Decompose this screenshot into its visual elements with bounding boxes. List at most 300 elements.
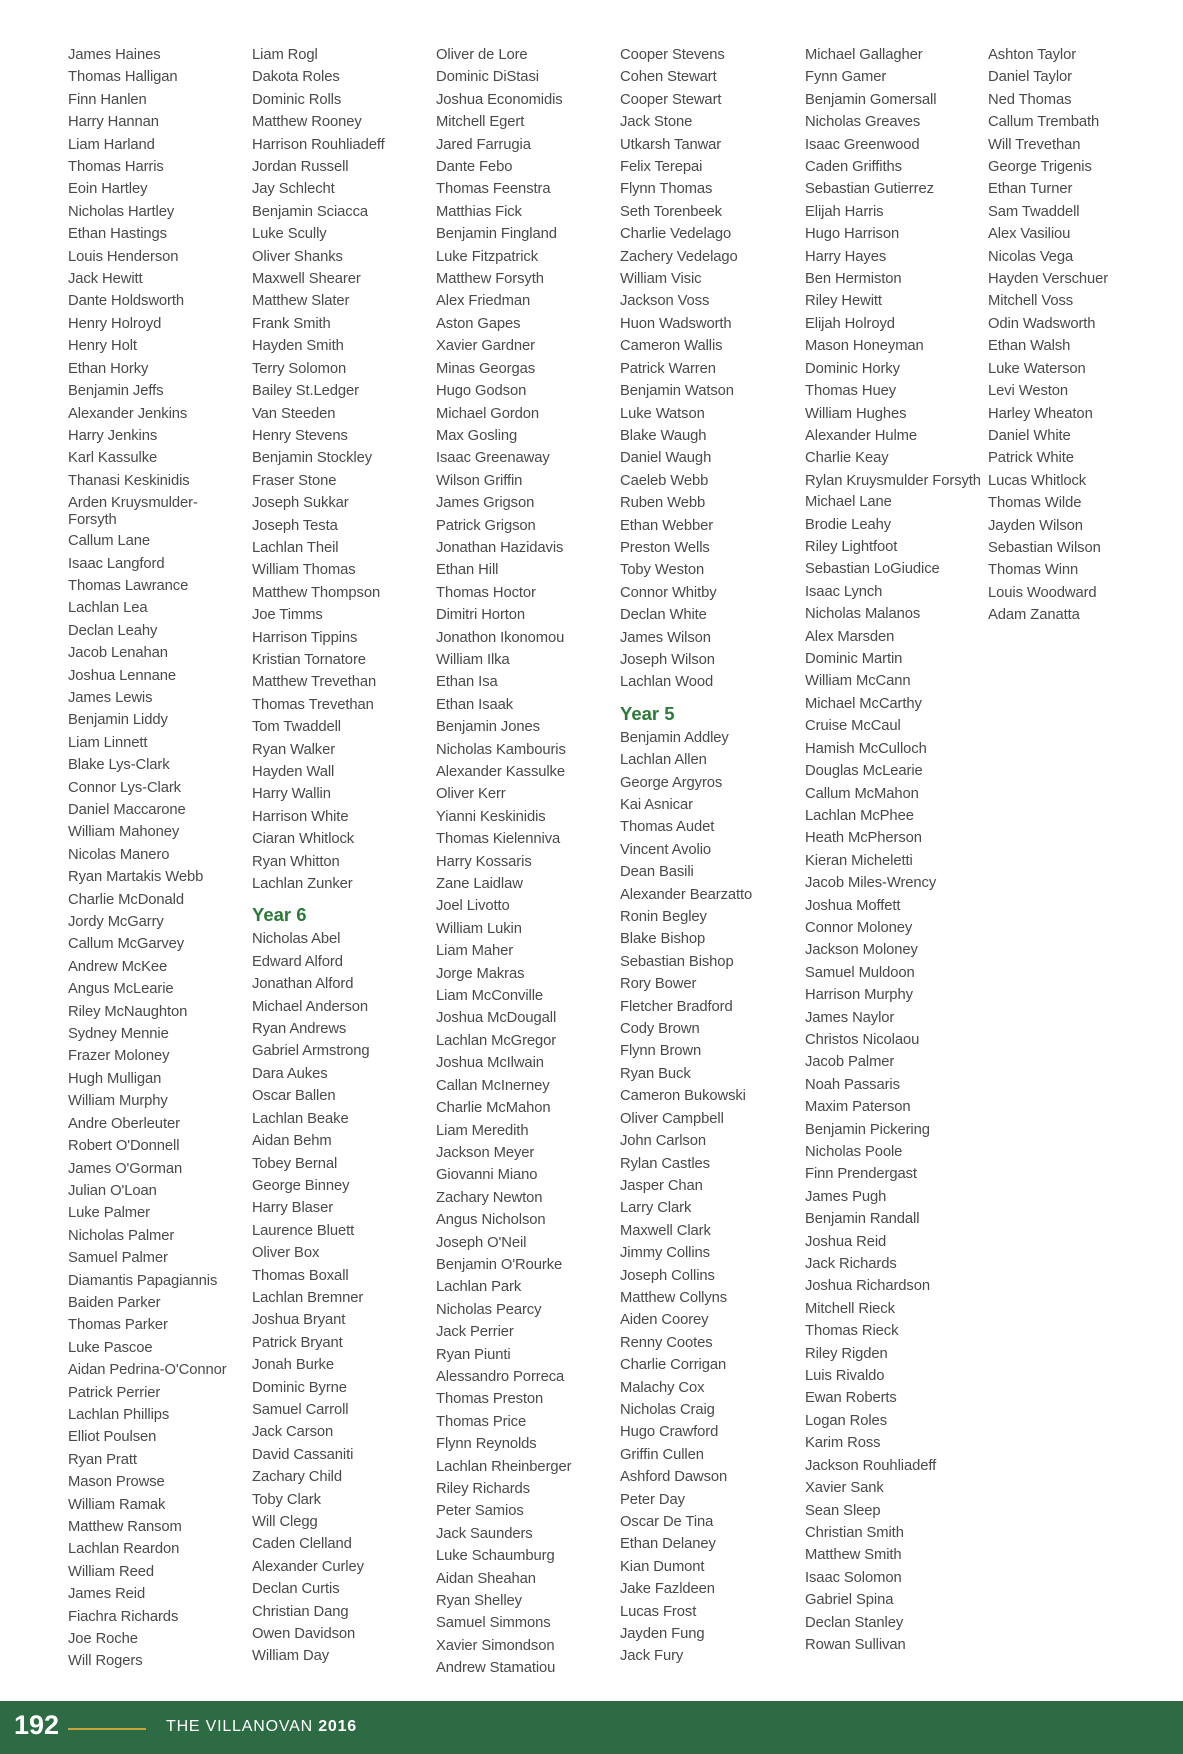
list-item: Maxwell Clark [620, 1222, 711, 1239]
list-item: Jacob Miles-Wrency [805, 875, 937, 892]
list-item: Jackson Moloney [805, 942, 918, 959]
list-item: Harrison White [252, 808, 349, 825]
list-item: Blake Waugh [620, 427, 707, 444]
list-item: Joe Roche [68, 1631, 138, 1648]
list-item: Aston Gapes [436, 315, 521, 332]
list-item: Jared Farrugia [436, 136, 531, 153]
list-item: Alexander Kassulke [436, 764, 565, 780]
list-item: Riley Hewitt [805, 293, 882, 310]
list-item: Nicholas Malanos [805, 606, 921, 623]
list-item: Louis Henderson [68, 248, 179, 265]
list-item: Thanasi Keskinidis [68, 472, 190, 489]
list-item: Christian Dang [252, 1603, 349, 1620]
list-item: Harry Hayes [805, 248, 887, 265]
list-item: Charlie Keay [805, 450, 889, 467]
list-item: William Day [252, 1648, 329, 1665]
list-item: Ethan Hill [436, 562, 499, 579]
list-item: Lachlan Reardon [68, 1541, 180, 1558]
list-item: Larry Clark [620, 1200, 692, 1217]
list-item: Callum McMahon [805, 785, 919, 802]
page-number: 192 [14, 1710, 60, 1740]
list-item: Declan Curtis [252, 1581, 340, 1598]
list-item: Ciaran Whitlock [252, 831, 355, 848]
list-item: Yianni Keskinidis [436, 808, 546, 825]
list-item: Cooper Stewart [620, 91, 722, 108]
list-item: Jayden Wilson [988, 517, 1083, 534]
list-item: Eoin Hartley [68, 181, 148, 198]
name-column-2 [252, 44, 430, 1668]
list-item: Sebastian Bishop [620, 953, 734, 970]
list-item: Benjamin Pickering [805, 1121, 930, 1138]
list-item: Luke Scully [252, 226, 327, 243]
list-item: Connor Whitby [620, 584, 717, 601]
list-item: Dean Basili [620, 864, 694, 881]
list-item: Kian Dumont [620, 1558, 705, 1575]
list-item: Isaac Greenaway [436, 450, 550, 467]
name-list [252, 928, 430, 1667]
list-item: Zachery Vedelago [620, 248, 738, 265]
list-item: James Wilson [620, 629, 711, 646]
list-item: Benjamin Addley [620, 729, 729, 746]
list-item: William Visic [620, 271, 702, 288]
list-item: Liam Rogl [252, 47, 318, 63]
list-item: Michael Gordon [436, 405, 540, 422]
list-item: Jonathan Hazidavis [436, 539, 564, 556]
list-item: Nicholas Poole [805, 1144, 903, 1160]
list-item: Henry Stevens [252, 427, 348, 444]
list-item: Ashton Taylor [988, 47, 1077, 63]
list-item: Dominic Horky [805, 360, 900, 377]
list-item: Caden Clelland [252, 1536, 352, 1553]
list-item: Jayden Fung [620, 1626, 705, 1643]
list-item: Liam Harland [68, 136, 155, 153]
list-item: Joshua Reid [805, 1233, 887, 1250]
list-item: William Reed [68, 1563, 154, 1580]
list-item: Kai Asnicar [620, 797, 693, 813]
publication-name: THE VILLANOVAN [166, 1718, 313, 1735]
list-item: Joseph Collins [620, 1267, 715, 1284]
list-item: Jonathon Ikonomou [436, 629, 565, 646]
list-item: Jack Fury [620, 1648, 684, 1665]
publication-year: 2016 [318, 1718, 357, 1735]
publication-title [166, 1718, 357, 1736]
list-item: Hayden Wall [252, 764, 335, 780]
year-5-heading: Year 5 [620, 702, 675, 724]
list-item: Thomas Boxall [252, 1267, 349, 1284]
list-item: Rowan Sullivan [805, 1636, 906, 1653]
name-list [252, 44, 430, 895]
list-item: Finn Hanlen [68, 91, 147, 108]
list-item: Caeleb Webb [620, 472, 709, 489]
list-item: Utkarsh Tanwar [620, 136, 722, 153]
list-item: Sebastian Gutierrez [805, 181, 934, 198]
list-item: Caden Griffiths [805, 159, 902, 176]
list-item: Lucas Frost [620, 1603, 697, 1620]
list-item: Patrick Bryant [252, 1334, 343, 1351]
list-item: Aidan Sheahan [436, 1570, 536, 1587]
list-item: Hamish McCulloch [805, 740, 927, 757]
list-item: James Reid [68, 1586, 146, 1603]
list-item: Thomas Lawrance [68, 577, 189, 594]
list-item: Odin Wadsworth [988, 315, 1096, 332]
list-item: Samuel Palmer [68, 1250, 168, 1267]
list-item: Jonah Burke [252, 1357, 334, 1374]
list-item: Harry Jenkins [68, 427, 158, 444]
list-item: Nicolas Vega [988, 248, 1074, 265]
list-item: Jackson Meyer [436, 1144, 535, 1161]
list-item: Thomas Rieck [805, 1323, 899, 1340]
list-item: Riley Lightfoot [805, 539, 898, 556]
list-item: Peter Samios [436, 1503, 524, 1520]
list-item: Jackson Rouhliadeff [805, 1457, 937, 1474]
list-item: Ryan Walker [252, 741, 336, 758]
list-item: Zane Laidlaw [436, 876, 523, 893]
list-item: Declan White [620, 607, 707, 624]
list-item: Charlie McMahon [436, 1100, 551, 1117]
list-item: Cameron Wallis [620, 338, 723, 355]
list-item: Tobey Bernal [252, 1155, 338, 1172]
list-item: Renny Cootes [620, 1334, 713, 1351]
list-item: Gabriel Armstrong [252, 1043, 370, 1060]
list-item: Jake Fazldeen [620, 1581, 715, 1598]
list-item: Dante Holdsworth [68, 293, 185, 310]
list-item: William Ilka [436, 651, 510, 668]
list-item: Huon Wadsworth [620, 315, 732, 332]
list-item: Daniel Maccarone [68, 802, 186, 818]
list-item: Jonathan Alford [252, 976, 354, 993]
list-item: Benjamin Stockley [252, 450, 373, 467]
list-item: Isaac Lynch [805, 583, 883, 600]
list-item: Samuel Simmons [436, 1615, 551, 1632]
list-item: Liam Meredith [436, 1122, 529, 1139]
list-item: Sydney Mennie [68, 1026, 169, 1043]
list-item: Oliver Box [252, 1245, 320, 1262]
list-item: Matthew Thompson [252, 584, 381, 601]
list-item: William Lukin [436, 920, 522, 937]
list-item: Michael McCarthy [805, 695, 922, 712]
list-item: Michael Gallagher [805, 47, 923, 63]
list-item: Terry Solomon [252, 360, 347, 377]
list-item: Elliot Poulsen [68, 1429, 157, 1446]
list-item: Toby Weston [620, 562, 705, 579]
list-item: James O'Gorman [68, 1160, 183, 1177]
list-item: Callum Trembath [988, 114, 1100, 131]
list-item: Dara Aukes [252, 1065, 328, 1082]
list-item: Joshua Richardson [805, 1278, 930, 1295]
list-item: Sebastian LoGiudice [805, 561, 940, 578]
list-item: Harley Wheaton [988, 405, 1093, 422]
list-item: Flynn Brown [620, 1043, 702, 1060]
list-item: Lachlan Rheinberger [436, 1458, 572, 1475]
list-item: Michael Anderson [252, 998, 369, 1015]
list-item: Ronin Begley [620, 909, 707, 926]
list-item: Patrick Perrier [68, 1384, 161, 1401]
list-item: Matthias Fick [436, 203, 522, 220]
list-item: Owen Davidson [252, 1626, 356, 1643]
list-item: Alessandro Porreca [436, 1368, 565, 1385]
list-item: Thomas Hoctor [436, 584, 536, 601]
list-item: Ethan Horky [68, 360, 149, 377]
list-item: Louis Woodward [988, 584, 1097, 601]
list-item: Sean Sleep [805, 1502, 881, 1519]
list-item: Dominic Byrne [252, 1379, 347, 1396]
list-item: Felix Terepai [620, 159, 703, 176]
list-item: Matthew Forsyth [436, 271, 544, 288]
list-item: Matthew Ransom [68, 1519, 182, 1535]
list-item: Lachlan McGregor [436, 1032, 557, 1049]
list-item: Thomas Preston [436, 1391, 544, 1408]
list-item: Benjamin Liddy [68, 712, 168, 729]
list-item: Joseph O'Neil [436, 1234, 527, 1251]
list-item: Joseph Testa [252, 517, 338, 534]
list-item: William Murphy [68, 1093, 168, 1110]
list-item: Blake Lys-Clark [68, 757, 170, 774]
list-item: Zachary Newton [436, 1189, 543, 1206]
list-item: Joseph Wilson [620, 651, 715, 668]
list-item: Ashford Dawson [620, 1469, 728, 1486]
list-item: Kieran Micheletti [805, 852, 913, 869]
list-item: Arden Kruysmulder-Forsyth [68, 495, 198, 528]
list-item: Luke Fitzpatrick [436, 248, 539, 265]
list-item: Declan Stanley [805, 1614, 904, 1631]
list-item: Ethan Webber [620, 517, 714, 534]
list-item: Nicholas Craig [620, 1401, 715, 1418]
list-item: Luke Pascoe [68, 1339, 153, 1356]
list-item: Charlie McDonald [68, 891, 185, 908]
list-item: Mitchell Egert [436, 114, 525, 131]
list-item: Diamantis Papagiannis [68, 1272, 218, 1289]
list-item: Aiden Coorey [620, 1312, 709, 1329]
list-item: Matthew Collyns [620, 1289, 728, 1306]
list-item: Samuel Muldoon [805, 964, 915, 981]
list-item: Thomas Winn [988, 562, 1079, 579]
list-item: Matthew Trevethan [252, 674, 377, 691]
list-item: Luke Watson [620, 405, 705, 422]
list-item: Oliver Kerr [436, 786, 506, 803]
list-item: Jack Carson [252, 1424, 334, 1441]
list-item: Liam McConville [436, 988, 544, 1005]
list-item: Laurence Bluett [252, 1222, 355, 1239]
list-item: Dominic Rolls [252, 91, 342, 108]
list-item: Nicholas Palmer [68, 1227, 175, 1244]
list-item: Karl Kassulke [68, 450, 158, 467]
list-item: Sam Twaddell [988, 203, 1080, 220]
list-item: Cameron Bukowski [620, 1088, 746, 1105]
list-item: Joshua McIlwain [436, 1055, 544, 1072]
list-item: Ryan Buck [620, 1065, 691, 1082]
list-item: Ruben Webb [620, 495, 706, 512]
list-item: Isaac Solomon [805, 1569, 902, 1586]
list-item: Edward Alford [252, 953, 343, 970]
list-item: Sebastian Wilson [988, 539, 1101, 556]
list-item: Xavier Simondson [436, 1637, 555, 1654]
list-item: Ryan Andrews [252, 1021, 347, 1038]
list-item: Samuel Carroll [252, 1401, 349, 1418]
list-item: Lachlan Zunker [252, 876, 353, 893]
list-item: Cohen Stewart [620, 69, 717, 86]
list-item: Nicholas Hartley [68, 203, 175, 220]
footer-divider [68, 1728, 146, 1730]
list-item: Nicolas Manero [68, 846, 170, 863]
list-item: Callum Lane [68, 533, 150, 550]
list-item: Andrew McKee [68, 958, 168, 975]
list-item: Thomas Harris [68, 159, 164, 176]
list-item: Will Trevethan [988, 136, 1081, 153]
list-item: William Ramak [68, 1496, 166, 1513]
list-item: Thomas Price [436, 1413, 527, 1430]
list-item: Ewan Roberts [805, 1390, 897, 1407]
list-item: Joel Livotto [436, 898, 510, 915]
list-item: Van Steeden [252, 405, 336, 422]
list-item: Angus Nicholson [436, 1212, 546, 1229]
list-item: Vincent Avolio [620, 841, 712, 858]
list-item: Aidan Pedrina-O'Connor [68, 1362, 227, 1379]
list-item: Karim Ross [805, 1435, 881, 1452]
list-item: Matthew Smith [805, 1547, 902, 1564]
list-item: Luis Rivaldo [805, 1368, 885, 1385]
list-item: Elijah Harris [805, 203, 884, 220]
list-item: Connor Lys-Clark [68, 779, 181, 796]
list-item: Christos Nicolaou [805, 1031, 920, 1048]
list-item: George Binney [252, 1177, 350, 1194]
list-item: James Haines [68, 47, 161, 63]
name-column-6 [988, 44, 1166, 627]
list-item: Rory Bower [620, 976, 697, 993]
name-list [436, 44, 614, 1680]
list-item: Thomas Kielenniva [436, 831, 561, 848]
list-item: Matthew Rooney [252, 114, 362, 131]
list-item: Hugo Harrison [805, 226, 900, 243]
list-item: Declan Leahy [68, 622, 158, 639]
list-item: Benjamin Gomersall [805, 91, 937, 108]
list-item: Oliver de Lore [436, 47, 528, 63]
list-item: Oliver Campbell [620, 1110, 724, 1127]
list-item: Jacob Palmer [805, 1054, 895, 1071]
list-item: Fiachra Richards [68, 1608, 179, 1625]
list-item: Adam Zanatta [988, 607, 1080, 624]
list-item: Harry Blaser [252, 1200, 334, 1217]
list-item: Jack Stone [620, 114, 693, 131]
list-item: Harry Kossaris [436, 853, 532, 870]
list-item: Mitchell Voss [988, 293, 1074, 310]
list-item: Max Gosling [436, 427, 518, 444]
list-item: Thomas Audet [620, 819, 715, 836]
list-item: Matthew Slater [252, 293, 350, 310]
list-item: Lachlan Phillips [68, 1406, 170, 1423]
list-item: Robert O'Donnell [68, 1138, 180, 1155]
list-item: Dominic DiStasi [436, 69, 539, 86]
list-item: Benjamin O'Rourke [436, 1256, 563, 1273]
list-item: Douglas McLearie [805, 763, 923, 780]
list-item: Harrison Murphy [805, 987, 913, 1004]
list-item: Baiden Parker [68, 1294, 161, 1311]
list-item: Riley McNaughton [68, 1003, 188, 1020]
list-item: Hugo Godson [436, 383, 527, 400]
list-item: Hugh Mulligan [68, 1070, 162, 1087]
list-item: Ryan Martakis Webb [68, 869, 204, 886]
list-item: Maxim Paterson [805, 1099, 911, 1116]
list-item: Oscar De Tina [620, 1514, 714, 1530]
list-item: Patrick Warren [620, 360, 716, 377]
name-column-4 [620, 44, 798, 1668]
list-item: Benjamin Jeffs [68, 383, 164, 400]
list-item: Daniel White [988, 427, 1071, 444]
list-item: Ned Thomas [988, 91, 1072, 108]
list-item: Joshua Moffett [805, 897, 901, 914]
list-item: Lachlan McPhee [805, 807, 914, 824]
list-item: Maxwell Shearer [252, 271, 361, 288]
list-item: Dimitri Horton [436, 607, 526, 624]
list-item: Patrick White [988, 450, 1074, 467]
list-item: Angus McLearie [68, 981, 174, 998]
list-item: Patrick Grigson [436, 517, 536, 534]
list-item: Ethan Isaak [436, 696, 514, 713]
list-item: Benjamin Randall [805, 1211, 920, 1228]
list-item: Dominic Martin [805, 651, 903, 668]
list-item: Frank Smith [252, 315, 331, 332]
list-item: Callan McInerney [436, 1077, 550, 1094]
list-item: Lachlan Bremner [252, 1289, 364, 1306]
list-item: Mason Honeyman [805, 338, 924, 355]
list-item: Alexander Jenkins [68, 405, 188, 422]
list-item: Giovanni Miano [436, 1167, 538, 1184]
list-item: Lachlan Wood [620, 674, 714, 691]
list-item: Alex Vasiliou [988, 226, 1071, 243]
list-item: Frazer Moloney [68, 1048, 170, 1065]
list-item: Liam Linnett [68, 734, 148, 751]
list-item: Joshua Bryant [252, 1312, 346, 1329]
name-list [620, 727, 798, 1668]
list-item: Noah Passaris [805, 1076, 900, 1093]
list-item: Ethan Isa [436, 674, 498, 691]
list-item: Andrew Stamatiou [436, 1660, 556, 1677]
list-item: Peter Day [620, 1491, 685, 1508]
list-item: Fynn Gamer [805, 69, 887, 86]
list-item: Will Clegg [252, 1514, 318, 1530]
list-item: Alexander Hulme [805, 427, 917, 444]
list-item: Mason Prowse [68, 1474, 165, 1491]
list-item: Henry Holroyd [68, 315, 162, 332]
list-item: Jack Hewitt [68, 271, 143, 288]
list-item: Jordy McGarry [68, 914, 164, 931]
list-item: Finn Prendergast [805, 1166, 917, 1183]
list-item: Thomas Parker [68, 1317, 168, 1334]
list-item: Lachlan Theil [252, 539, 339, 556]
list-item: Ryan Pratt [68, 1451, 137, 1468]
list-item: Nicholas Kambouris [436, 741, 566, 758]
list-item: Ryan Shelley [436, 1593, 522, 1610]
list-item: Zachary Child [252, 1469, 342, 1486]
list-item: Aidan Behm [252, 1133, 332, 1150]
list-item: George Argyros [620, 774, 723, 791]
list-item: Hugo Crawford [620, 1424, 719, 1441]
list-item: Benjamin Jones [436, 719, 540, 736]
list-item: Harry Hannan [68, 114, 159, 131]
list-item: Nicholas Greaves [805, 114, 921, 131]
list-item: Jay Schlecht [252, 181, 335, 198]
list-item: Preston Wells [620, 539, 710, 556]
list-item: Nicholas Abel [252, 931, 341, 948]
list-item: Flynn Thomas [620, 181, 713, 198]
list-item: John Carlson [620, 1133, 706, 1150]
list-item: Benjamin Watson [620, 383, 734, 400]
list-item: Jack Richards [805, 1256, 897, 1273]
list-item: Will Rogers [68, 1653, 143, 1670]
list-item: Gabriel Spina [805, 1592, 894, 1609]
name-column-3 [436, 44, 614, 1680]
list-item: Andre Oberleuter [68, 1115, 180, 1132]
list-item: William Hughes [805, 405, 907, 422]
